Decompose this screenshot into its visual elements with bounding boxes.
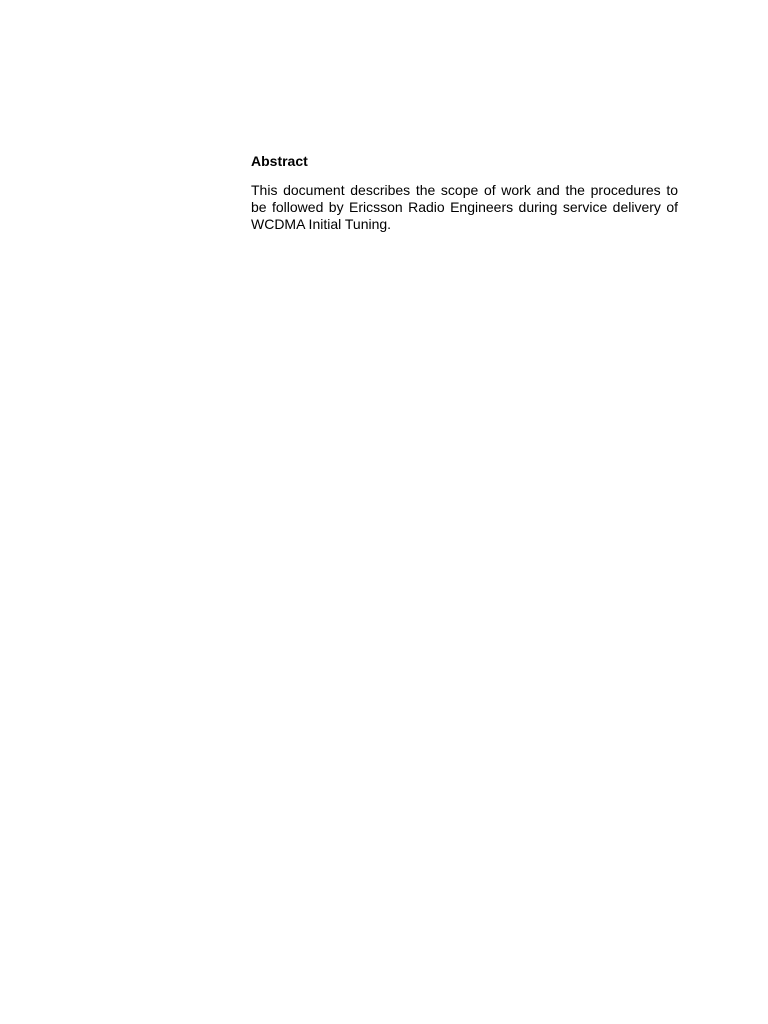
abstract-heading: Abstract bbox=[251, 153, 308, 169]
abstract-section bbox=[251, 152, 678, 233]
abstract-body-text: This document describes the scope of work and the procedures to be followed by Ericsson Radio Engineers during service delivery of WCDMA Initial Tuning. bbox=[251, 182, 678, 232]
